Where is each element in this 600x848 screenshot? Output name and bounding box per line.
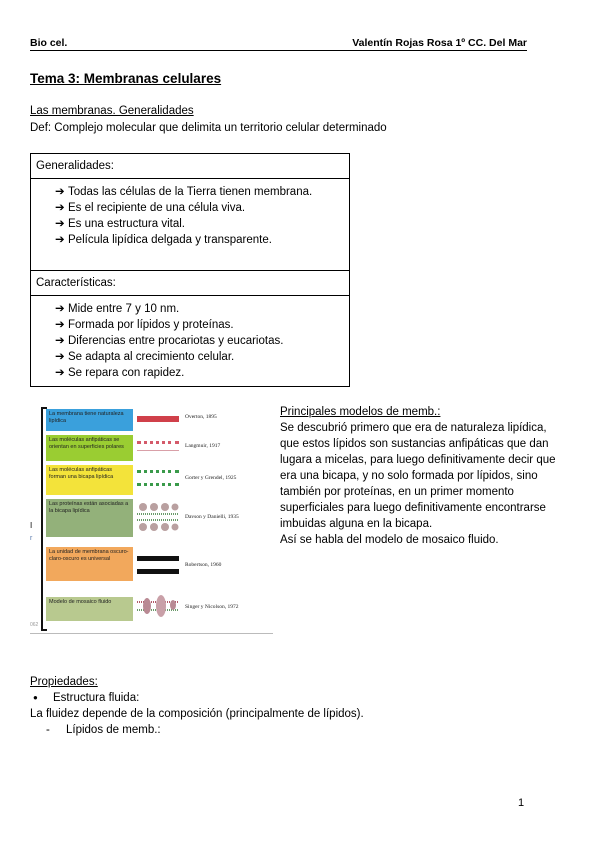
figure-mark-a: I (30, 521, 33, 530)
header-rule (30, 50, 527, 51)
list-item: ➔ Se repara con rapidez. (55, 367, 185, 379)
list-item: ➔ Formada por lípidos y proteínas. (55, 319, 234, 331)
page-title: Tema 3: Membranas celulares (30, 71, 222, 86)
summary-box (30, 153, 350, 387)
list-item: ➔ Es el recipiente de una célula viva. (55, 202, 246, 214)
models-paragraph: Se descubrió primero que era de naturaleza lipídica, que estos lípidos son sustancias anfipáticas que dan lugara a micelas, para luego definitivamente decir que era una bicapa, y no solo formada por lípidos, sino también por proteínas, en un primer momento superficiales para luego definitivamente encontrarse imbuidas alguna en la bicapa. (280, 422, 556, 530)
arrow-right-icon: ➔ (55, 335, 65, 347)
model-image-singer (137, 591, 179, 621)
arrow-right-icon: ➔ (55, 351, 65, 363)
singer-diagram (137, 591, 179, 621)
models-closing: Así se habla del modelo de mosaico fluido. (280, 534, 499, 546)
model-author-langmuir: Langmuir, 1917 (185, 443, 221, 449)
arrow-right-icon: ➔ (55, 202, 65, 214)
model-author-robertson: Robertson, 1960 (185, 562, 222, 568)
propiedades-line: La fluidez depende de la composición (principalmente de lípidos). (30, 708, 364, 720)
model-author-singer: Singer y Nicolson, 1972 (185, 604, 239, 610)
model-box-davson: Las proteínas están asociadas a la bicapa lipídica (46, 499, 133, 537)
arrow-right-icon: ➔ (55, 234, 65, 246)
models-heading: Principales modelos de memb.: (280, 406, 441, 418)
model-image-davson (137, 503, 179, 531)
propiedades-sub: - Lípidos de memb.: (46, 724, 161, 736)
list-item: ➔ Película lipídica delgada y transparente. (55, 234, 272, 246)
page-number: 1 (518, 797, 525, 809)
model-author-davson: Davson y Danielli, 1935 (185, 514, 239, 520)
arrow-right-icon: ➔ (55, 367, 65, 379)
model-box-gorter: Las moléculas anfipáticas forman una bicapa lipídica (46, 465, 133, 495)
model-box-langmuir: Las moléculas anfipáticas se orientan en superficies polares (46, 435, 133, 461)
membrane-models-figure (30, 401, 273, 634)
arrow-right-icon: ➔ (55, 218, 65, 230)
arrow-right-icon: ➔ (55, 303, 65, 315)
davson-diagram (137, 503, 179, 531)
figure-mark-b: r (30, 535, 33, 542)
model-image-langmuir (137, 441, 179, 451)
propiedades-heading: Propiedades: (30, 676, 98, 688)
list-item: ➔ Es una estructura vital. (55, 218, 185, 230)
header-right: Valentín Rojas Rosa 1º CC. Del Mar (352, 37, 527, 49)
model-box-robertson: La unidad de membrana oscuro-claro-oscuro es universal (46, 547, 133, 581)
arrow-right-icon: ➔ (55, 186, 65, 198)
figure-mark-c: 062 (30, 622, 39, 628)
list-item: ➔ Se adapta al crecimiento celular. (55, 351, 235, 363)
model-author-gorter: Gorter y Grendel, 1925 (185, 475, 237, 481)
list-item: ➔ Diferencias entre procariotas y eucariotas. (55, 335, 284, 347)
model-box-singer: Modelo de mosaico fluido (46, 597, 133, 621)
dash-icon: - (46, 724, 50, 736)
list-item: ➔ Mide entre 7 y 10 nm. (55, 303, 180, 315)
definition-text: Def: Complejo molecular que delimita un territorio celular determinado (30, 122, 387, 134)
propiedades-bullet: ● Estructura fluida: (33, 692, 140, 704)
models-section (280, 404, 560, 548)
model-image-overton (137, 416, 179, 422)
model-image-robertson (137, 556, 179, 574)
figure-baseline (30, 633, 273, 634)
list-item: ➔ Todas las células de la Tierra tienen membrana. (55, 186, 313, 198)
arrow-right-icon: ➔ (55, 319, 65, 331)
model-author-overton: Overton, 1895 (185, 414, 217, 420)
header-left: Bio cel. (30, 37, 68, 49)
generalidades-title: Generalidades: (31, 154, 349, 179)
generalidades-list (31, 179, 349, 270)
caracteristicas-title: Características: (31, 270, 349, 296)
caracteristicas-list (31, 296, 349, 381)
model-box-overton: La membrana tiene naturaleza lipídica (46, 409, 133, 431)
section-heading-generalidades: Las membranas. Generalidades (30, 105, 194, 117)
model-image-gorter (137, 470, 179, 486)
bullet-icon: ● (33, 693, 38, 702)
